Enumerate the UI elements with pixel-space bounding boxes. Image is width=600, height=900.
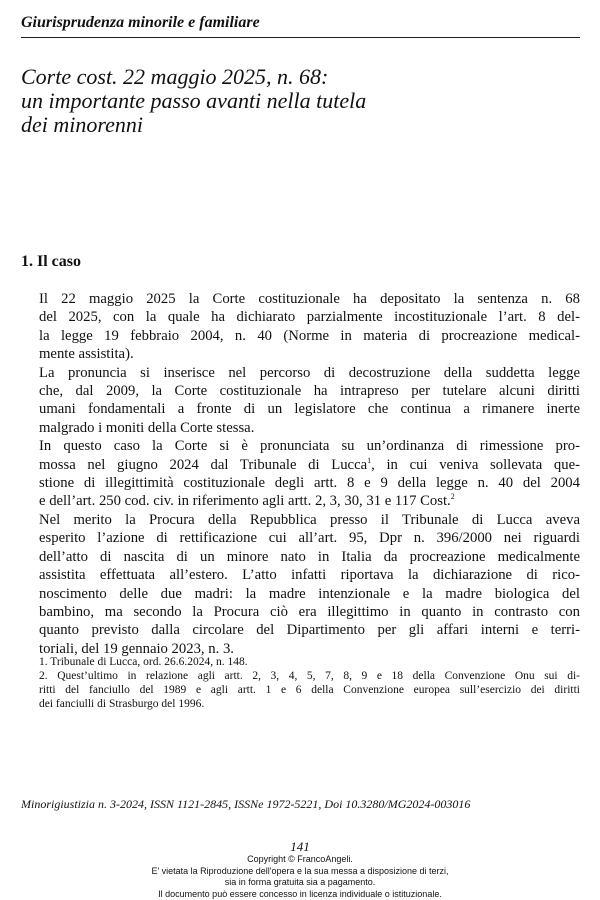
- text-line: In questo caso la Corte si è pronunciata su un’ordinanza di rimessione pro-: [21, 437, 580, 455]
- text-line: mente assistita).: [21, 345, 580, 363]
- body-text: [21, 290, 580, 658]
- footnote-line: ritti del fanciullo del 1989 e agli artt. 1 e 6 della Convenzione europea sull’esercizio dei diritti: [21, 683, 580, 697]
- text-line: [21, 492, 580, 510]
- text-line: dell’atto di nascita di un minore nato in Italia da procreazione medicalmente: [21, 548, 580, 566]
- footnote-line: 1. Tribunale di Lucca, ord. 26.6.2024, n. 148.: [21, 655, 580, 669]
- title-line: dei minorenni: [21, 113, 581, 137]
- text-line: La pronuncia si inserisce nel percorso di decostruzione della suddetta legge: [21, 364, 580, 382]
- copyright-line: Il documento può essere concesso in licenza individuale o istituzionale.: [0, 889, 600, 900]
- copyright-line: E' vietata la Riproduzione dell'opera e la sua messa a disposizione di terzi,: [0, 866, 600, 878]
- text-line: esperito l’azione di rettificazione cui all’art. 95, Dpr n. 396/2000 nei riguardi: [21, 529, 580, 547]
- text-line: Nel merito la Procura della Repubblica presso il Tribunale di Lucca aveva: [21, 511, 580, 529]
- page-number: 141: [0, 839, 600, 855]
- footnotes: [21, 655, 580, 711]
- footnote-2: [21, 669, 580, 711]
- text-line: del 2025, con la quale ha dichiarato parzialmente incostituzionale l’art. 8 del-: [21, 308, 580, 326]
- paragraph-1: [21, 290, 580, 364]
- paragraph-2: [21, 364, 580, 438]
- paragraph-3: [21, 437, 580, 511]
- running-head: Giurisprudenza minorile e familiare: [21, 14, 580, 38]
- text-fragment: mossa nel giugno 2024 dal Tribunale di Lucca: [39, 457, 367, 473]
- text-line: la legge 19 febbraio 2004, n. 40 (Norme in materia di procreazione medical-: [21, 327, 580, 345]
- article-title: [21, 65, 581, 137]
- footnote-line: dei fanciulli di Strasburgo del 1996.: [21, 697, 580, 711]
- text-line: noscimento delle due madri: la madre intenzionale e la madre biologica del: [21, 585, 580, 603]
- title-line: Corte cost. 22 maggio 2025, n. 68:: [21, 65, 581, 89]
- footnote-1: [21, 655, 580, 669]
- text-line: assistita effettuata all’estero. L’atto infatti riportava la dichiarazione di rico-: [21, 566, 580, 584]
- copyright-notice: [0, 854, 600, 900]
- footnote-ref-1[interactable]: 1: [367, 456, 371, 465]
- text-line: bambino, ma secondo la Procura ciò era illegittimo in quanto in contrasto con: [21, 603, 580, 621]
- text-line: stione di illegittimità costituzionale degli artt. 8 e 9 della legge n. 40 del 2004: [21, 474, 580, 492]
- footnote-ref-2[interactable]: 2: [451, 493, 455, 502]
- section-heading: 1. Il caso: [21, 253, 81, 271]
- text-line: quanto previsto dalla circolare del Dipartimento per gli affari interni e terri-: [21, 621, 580, 639]
- text-fragment: , in cui veniva sollevata que-: [371, 457, 580, 473]
- footnote-line: 2. Quest’ultimo in relazione agli artt. 2, 3, 4, 5, 7, 8, 9 e 18 della Convenzione Onu sui di-: [21, 669, 580, 683]
- text-line: toriali, del 19 gennaio 2023, n. 3.: [21, 640, 580, 658]
- text-line: [21, 456, 580, 474]
- text-line: malgrado i moniti della Corte stessa.: [21, 419, 580, 437]
- text-line: umani fondamentali a fronte di un legislatore che continua a rimanere inerte: [21, 400, 580, 418]
- copyright-line: Copyright © FrancoAngeli.: [0, 854, 600, 866]
- text-line: Il 22 maggio 2025 la Corte costituzionale ha depositato la sentenza n. 68: [21, 290, 580, 308]
- paragraph-4: [21, 511, 580, 658]
- copyright-line: sia in forma gratuita sia a pagamento.: [0, 877, 600, 889]
- text-fragment: e dell’art. 250 cod. civ. in riferimento agli artt. 2, 3, 30, 31 e 117 Cost.: [39, 493, 451, 509]
- title-line: un importante passo avanti nella tutela: [21, 89, 581, 113]
- text-line: che, dal 2009, la Corte costituzionale ha intrapreso per tutelare alcuni diritti: [21, 382, 580, 400]
- journal-citation: Minorigiustizia n. 3-2024, ISSN 1121-2845, ISSNe 1972-5221, Doi 10.3280/MG2024-003016: [21, 797, 580, 812]
